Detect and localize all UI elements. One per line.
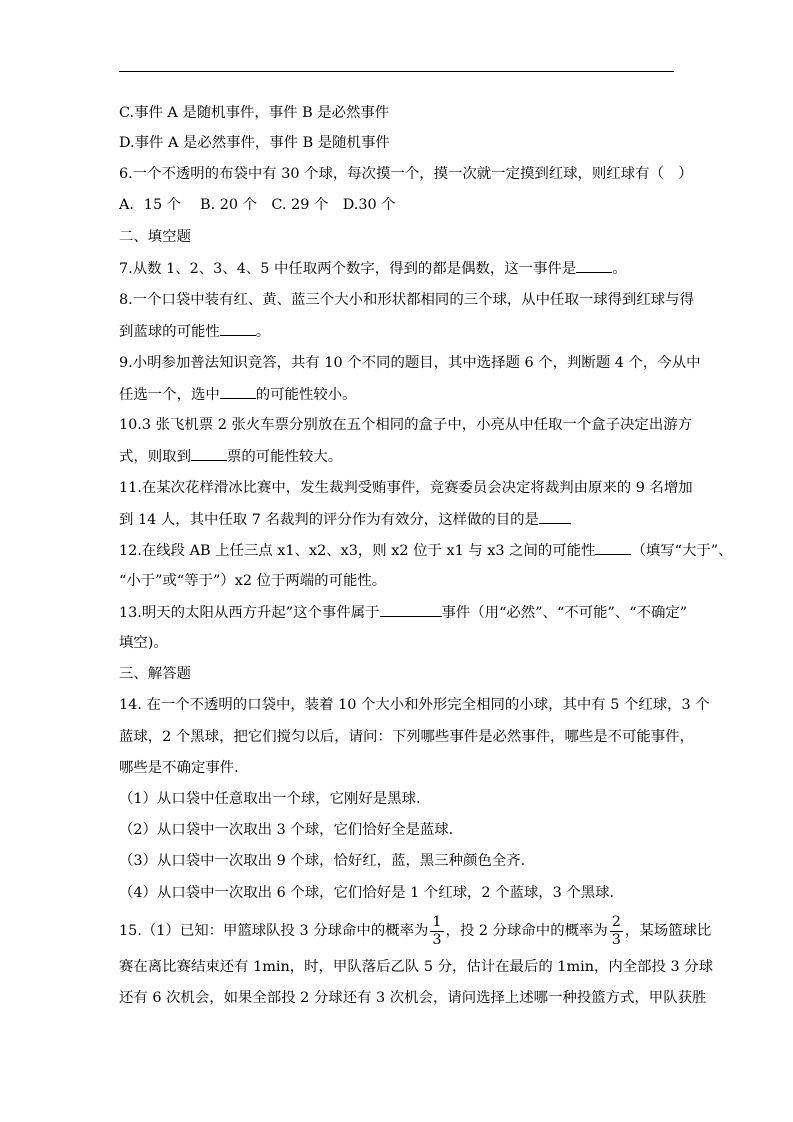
question-15-text-3: ，某场篮球比 <box>624 923 712 939</box>
question-12-line2: “小于”或“等于”）x2 位于两端的可能性。 <box>119 573 387 589</box>
answer-blank[interactable] <box>220 384 256 399</box>
question-10-line1: 10.3 张飞机票 2 张火车票分别放在五个相同的盒子中，小亮从中任取一个盒子决定出游方 <box>119 417 692 433</box>
question-14-line2: 蓝球，2 个黑球，把它们搅匀以后，请问：下列哪些事件是必然事件，哪些是不可能事件， <box>119 729 694 745</box>
answer-blank[interactable] <box>380 602 442 617</box>
question-7 <box>119 258 627 279</box>
question-13-line1 <box>119 602 687 623</box>
question-12-hint: （填写“大于”、 <box>631 543 733 559</box>
fraction-denominator: 3 <box>611 931 621 948</box>
fraction-denominator: 3 <box>432 931 442 948</box>
question-13-text: 13.明天的太阳从西方升起”这个事件属于 <box>119 605 380 621</box>
question-15-line3: 还有 6 次机会，如果全部投 2 分球还有 3 次机会，请问选择上述哪一种投篮方式，甲队获胜 <box>119 990 707 1006</box>
answer-blank[interactable] <box>595 540 631 555</box>
answer-blank[interactable] <box>220 321 256 336</box>
question-15-text-1: 15.（1）已知：甲篮球队投 3 分球命中的概率为 <box>119 923 429 939</box>
fraction-one-third <box>430 914 443 949</box>
answer-blank[interactable] <box>576 258 612 273</box>
header-rule <box>119 71 674 72</box>
question-12-line1 <box>119 540 733 561</box>
question-8-tail: 。 <box>255 324 271 340</box>
question-10-tail: 票的可能性较大。 <box>226 449 343 465</box>
fraction-numerator: 2 <box>611 913 621 930</box>
question-15-line2: 赛在离比赛结束还有 1min，时，甲队落后乙队 5 分，估计在最后的 1min，内全部投 3 分球 <box>119 959 713 975</box>
question-15-line1 <box>119 911 711 951</box>
question-8-text: 到蓝球的可能性 <box>119 324 220 340</box>
question-11-line1: 11.在某次花样滑冰比赛中，发生裁判受贿事件，竞赛委员会决定将裁判由原来的 9 名增加 <box>119 480 693 496</box>
question-10-text: 式，则取到 <box>119 449 191 465</box>
question-15-text-2: ，投 2 分球命中的概率为 <box>445 923 608 939</box>
question-10-line2 <box>119 446 342 467</box>
answer-blank[interactable] <box>539 509 571 524</box>
question-14-line1: 14. 在一个不透明的口袋中，装着 10 个大小和外形完全相同的小球，其中有 5 个红球，3 个 <box>119 697 710 713</box>
question-7-text: 7.从数 1、2、3、4、5 中任取两个数字，得到的都是偶数，这一事件是 <box>119 261 577 277</box>
fraction-numerator: 1 <box>432 913 442 930</box>
question-13-hint: 事件（用“必然”、“不可能”、“不确定” <box>441 605 688 621</box>
question-12-text: 12.在线段 AB 上任三点 x1、x2、x3，则 x2 位于 x1 与 x3 之间的可能性 <box>119 543 596 559</box>
question-13-line2: 填空)。 <box>119 635 168 651</box>
question-11-text: 到 14 人，其中任取 7 名裁判的评分作为有效分，这样做的目的是 <box>119 512 539 528</box>
option-c-line: C.事件 A 是随机事件，事件 B 是必然事件 <box>119 105 390 121</box>
question-6: 6.一个不透明的布袋中有 30 个球，每次摸一个，摸一次就一定摸到红球，则红球有（ ） <box>119 166 693 182</box>
answer-blank[interactable] <box>191 446 227 461</box>
question-14-item-2: （2）从口袋中一次取出 3 个球，它们恰好全是蓝球． <box>119 822 464 838</box>
question-14-item-4: （4）从口袋中一次取出 6 个球，它们恰好是 1 个红球，2 个蓝球，3 个黑球． <box>119 885 624 901</box>
section-fill-in-title: 二、填空题 <box>119 229 191 245</box>
question-14-line3: 哪些是不确定事件． <box>119 760 249 776</box>
question-9-text: 任选一个，选中 <box>119 387 220 403</box>
option-d-line: D.事件 A 是必然事件，事件 B 是随机事件 <box>119 135 390 151</box>
question-9-tail: 的可能性较小。 <box>255 387 357 403</box>
question-11-line2 <box>119 509 571 530</box>
question-9-line1: 9.小明参加普法知识竞答，共有 10 个不同的题目，其中选择题 6 个，判断题 4 个，今从中 <box>119 355 701 371</box>
question-8-line2 <box>119 321 270 342</box>
question-14-item-1: （1）从口袋中任意取出一个球，它刚好是黑球． <box>119 791 431 807</box>
question-9-line2 <box>119 384 357 405</box>
question-7-tail: 。 <box>612 261 627 277</box>
section-answer-title: 三、解答题 <box>119 666 191 682</box>
question-6-options: A．15 个 B. 20 个 C. 29 个 D.30 个 <box>119 197 396 213</box>
fraction-two-thirds <box>610 914 623 949</box>
question-14-item-3: （3）从口袋中一次取出 9 个球，恰好红，蓝，黑三种颜色全齐． <box>119 853 536 869</box>
question-8-line1: 8.一个口袋中装有红、黄、蓝三个大小和形状都相同的三个球，从中任取一球得到红球与得 <box>119 292 694 308</box>
